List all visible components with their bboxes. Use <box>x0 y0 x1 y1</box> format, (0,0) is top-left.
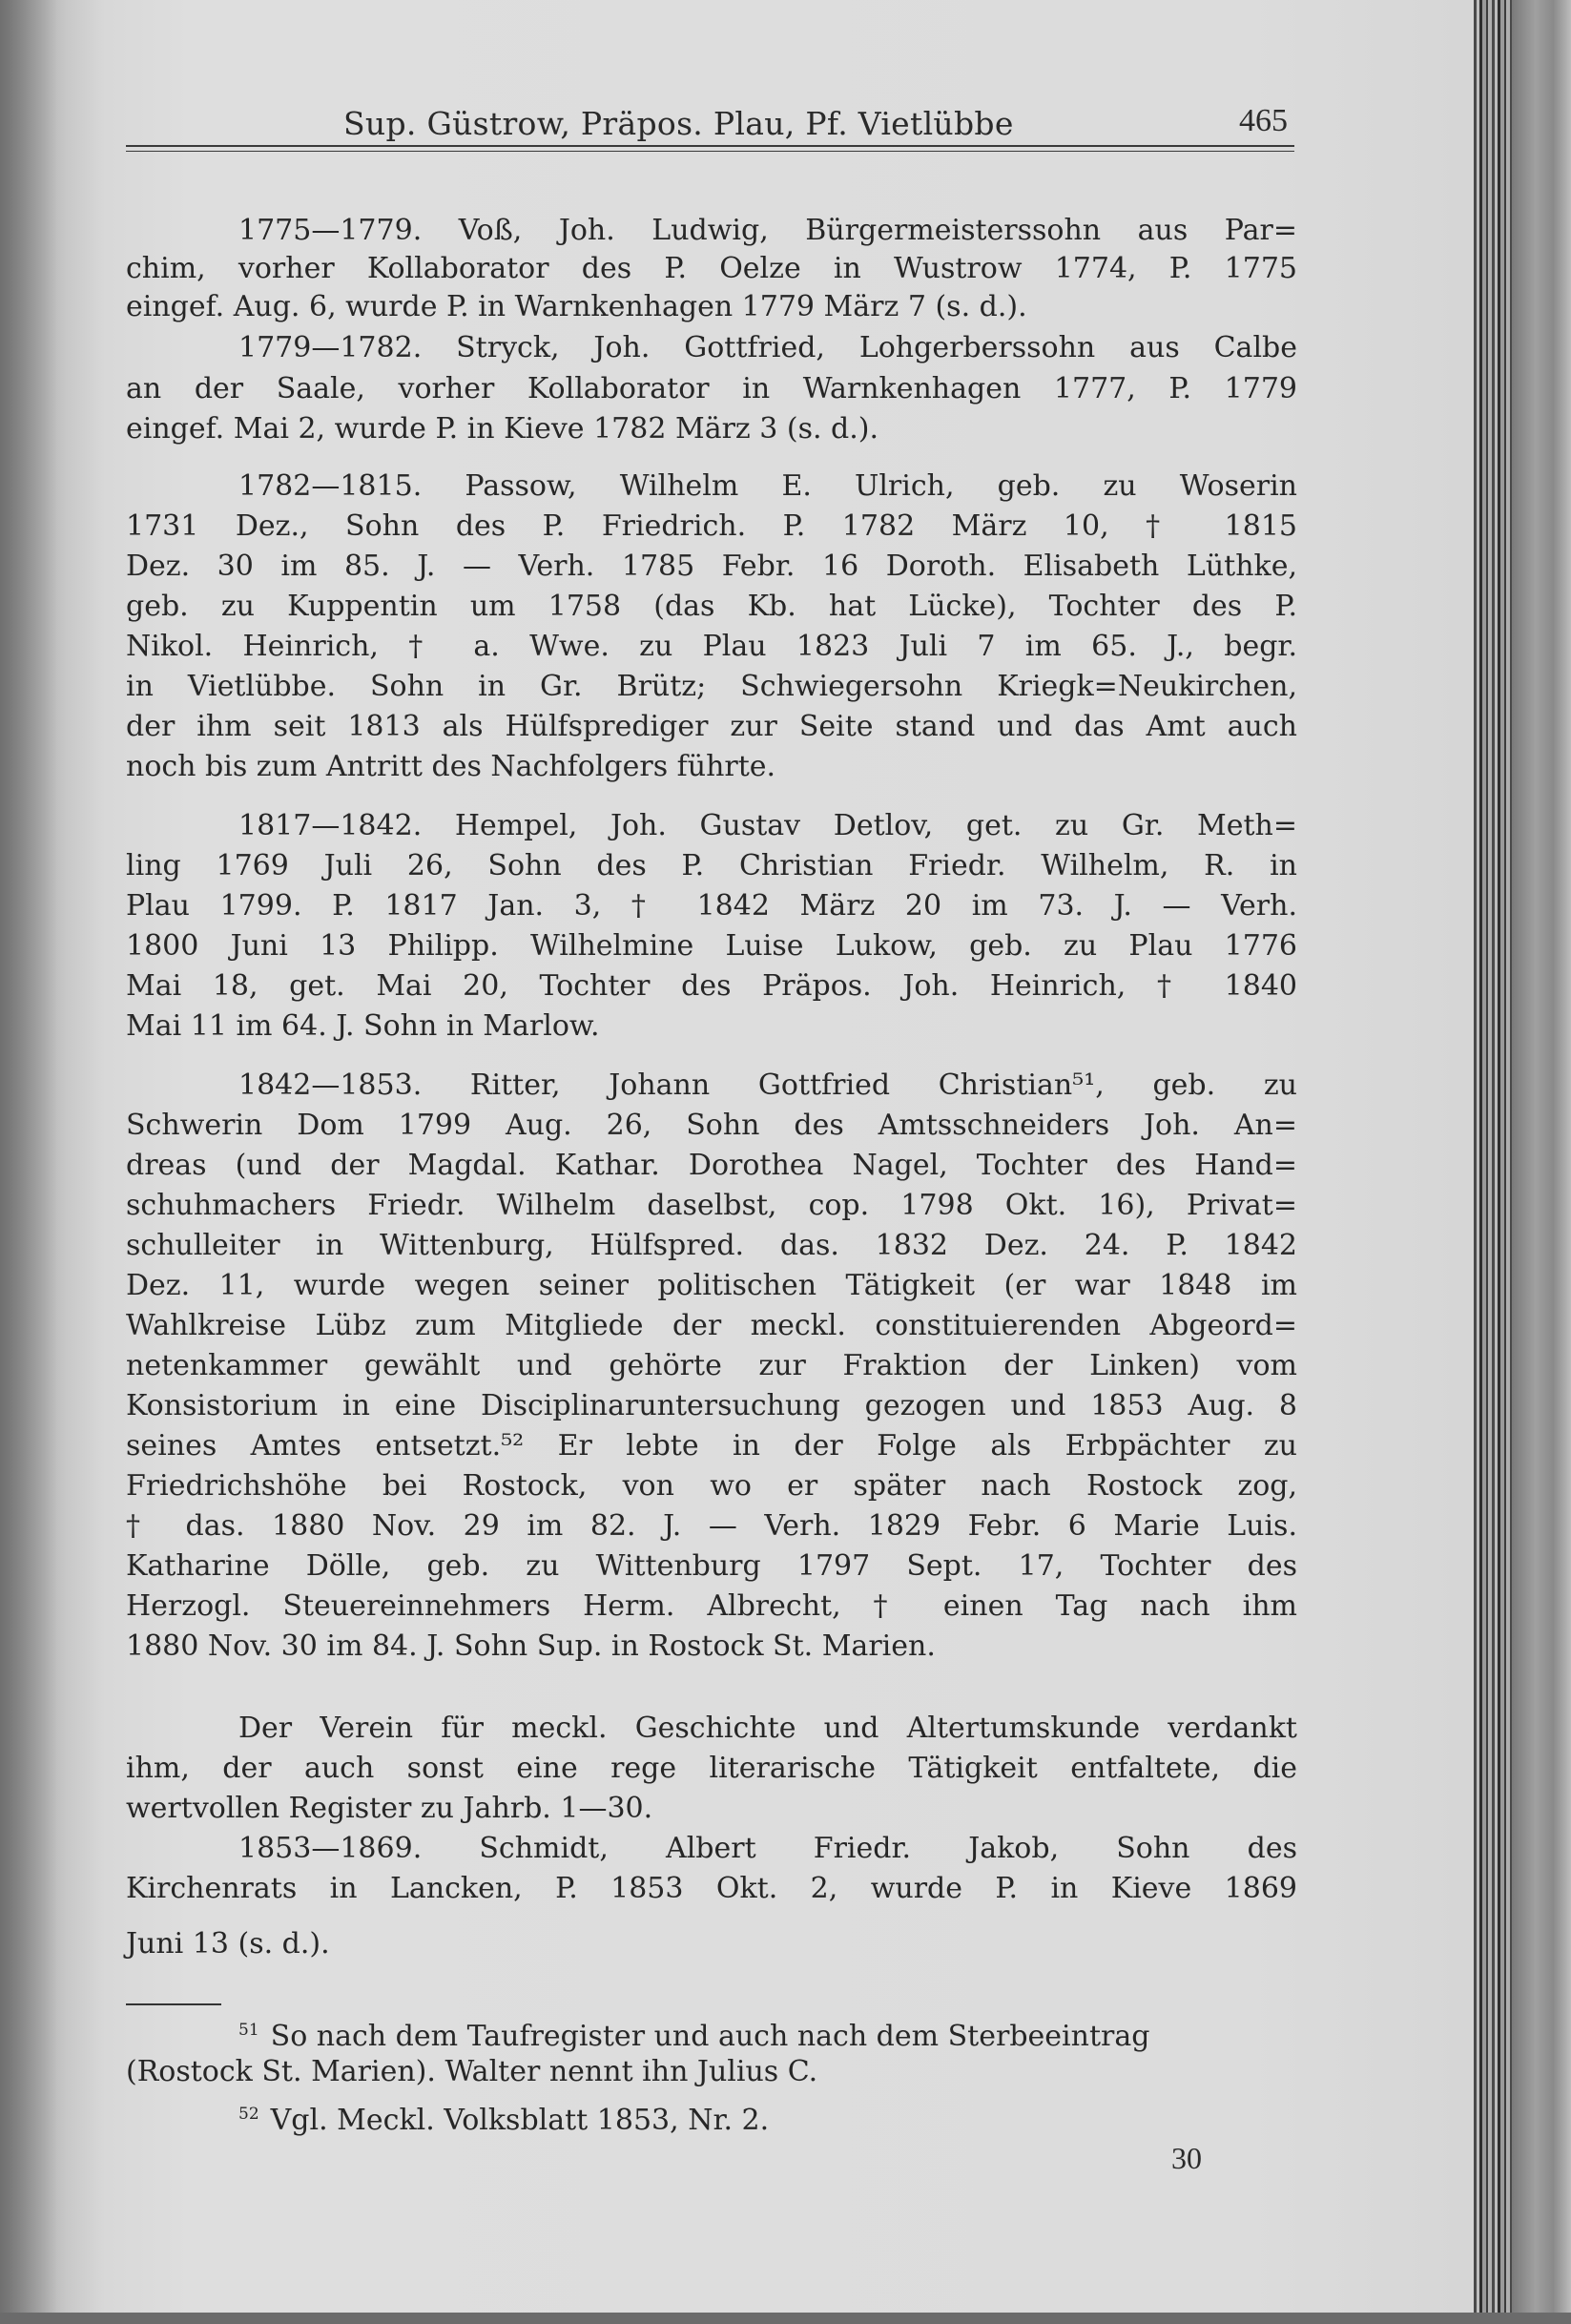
footnote-52 <box>238 2095 769 2140</box>
signature-mark: 30 <box>1171 2141 1202 2175</box>
entry-voss-line-1: 1775—1779. Voß, Joh. Ludwig, Bürgermeisterssohn aus Par= <box>238 214 1297 247</box>
gutter-shadow <box>0 0 57 2324</box>
entry-schmidt-line-2: Kirchenrats in Lancken, P. 1853 Okt. 2, wurde P. in Kieve 1869 <box>126 1872 1297 1905</box>
entry-ritter-line-15: 1880 Nov. 30 im 84. J. Sohn Sup. in Rostock St. Marien. <box>126 1629 936 1663</box>
running-title: Sup. Güstrow, Präpos. Plau, Pf. Vietlübbe <box>343 105 1014 142</box>
entry-hempel-line-1: 1817—1842. Hempel, Joh. Gustav Detlov, get. zu Gr. Meth= <box>238 809 1297 842</box>
footnote-51-line-1: So nach dem Taufregister und auch nach dem Sterbeeintrag <box>270 2020 1150 2053</box>
footnote-separator <box>126 2003 221 2005</box>
entry-stryck-line-1: 1779—1782. Stryck, Joh. Gottfried, Lohgerberssohn aus Calbe <box>238 331 1297 364</box>
entry-ritter-line-2: Schwerin Dom 1799 Aug. 26, Sohn des Amtsschneiders Joh. An= <box>126 1109 1297 1142</box>
footnote-52-number: 52 <box>238 2105 259 2124</box>
entry-ritter-line-3: dreas (und der Magdal. Kathar. Dorothea Nagel, Tochter des Hand= <box>126 1149 1297 1182</box>
entry-ritter-line-7: Wahlkreise Lübz zum Mitgliede der meckl. constituierenden Abgeord= <box>126 1309 1297 1342</box>
entry-ritter-line-1: 1842—1853. Ritter, Johann Gottfried Christian⁵¹, geb. zu <box>238 1069 1297 1102</box>
footnote-51-continued: (Rostock St. Marien). Walter nennt ihn Julius C. <box>126 2055 818 2088</box>
entry-schmidt-line-3: Juni 13 (s. d.). <box>126 1927 330 1961</box>
entry-schmidt-line-1: 1853—1869. Schmidt, Albert Friedr. Jakob, Sohn des <box>238 1832 1297 1865</box>
entry-ritter-line-13: Katharine Dölle, geb. zu Wittenburg 1797 Sept. 17, Tochter des <box>126 1549 1297 1583</box>
entry-hempel-line-6: Mai 11 im 64. J. Sohn in Marlow. <box>126 1009 600 1043</box>
entry-ritter-line-5: schulleiter in Wittenburg, Hülfspred. das. 1832 Dez. 24. P. 1842 <box>126 1229 1297 1262</box>
entry-passow-line-5: Nikol. Heinrich, † a. Wwe. zu Plau 1823 Juli 7 im 65. J., begr. <box>126 630 1297 663</box>
page-number: 465 <box>1239 103 1288 138</box>
entry-hempel-line-5: Mai 18, get. Mai 20, Tochter des Präpos. Joh. Heinrich, † 1840 <box>126 969 1297 1003</box>
footnote-51 <box>238 2011 1149 2056</box>
entry-voss-line-3: eingef. Aug. 6, wurde P. in Warnkenhagen 1779 März 7 (s. d.). <box>126 290 1027 323</box>
entry-voss-line-2: chim, vorher Kollaborator des P. Oelze in Wustrow 1774, P. 1775 <box>126 252 1297 285</box>
entry-passow-line-3: Dez. 30 im 85. J. — Verh. 1785 Febr. 16 Doroth. Elisabeth Lüthke, <box>126 550 1297 583</box>
entry-ritter-verein-line-1: Der Verein für meckl. Geschichte und Altertumskunde verdankt <box>238 1712 1297 1745</box>
entry-passow-line-8: noch bis zum Antritt des Nachfolgers führte. <box>126 750 776 783</box>
entry-ritter-line-8: netenkammer gewählt und gehörte zur Fraktion der Linken) vom <box>126 1349 1297 1382</box>
entry-ritter-line-14: Herzogl. Steuereinnehmers Herm. Albrecht, † einen Tag nach ihm <box>126 1589 1297 1623</box>
entry-hempel-line-3: Plau 1799. P. 1817 Jan. 3, † 1842 März 20 im 73. J. — Verh. <box>126 889 1297 923</box>
entry-ritter-line-6: Dez. 11, wurde wegen seiner politischen Tätigkeit (er war 1848 im <box>126 1269 1297 1302</box>
entry-passow-line-7: der ihm seit 1813 als Hülfsprediger zur Seite stand und das Amt auch <box>126 710 1297 743</box>
book-page-edges <box>1474 0 1571 2324</box>
header-rule-bottom <box>126 151 1294 152</box>
entry-passow-line-1: 1782—1815. Passow, Wilhelm E. Ulrich, geb. zu Woserin <box>238 469 1297 503</box>
entry-ritter-line-10: seines Amtes entsetzt.⁵² Er lebte in der Folge als Erbpächter zu <box>126 1429 1297 1463</box>
entry-stryck-line-2: an der Saale, vorher Kollaborator in Warnkenhagen 1777, P. 1779 <box>126 372 1297 405</box>
header-rule-top <box>126 145 1294 147</box>
entry-stryck-line-3: eingef. Mai 2, wurde P. in Kieve 1782 März 3 (s. d.). <box>126 412 879 446</box>
entry-hempel-line-2: ling 1769 Juli 26, Sohn des P. Christian Friedr. Wilhelm, R. in <box>126 849 1297 882</box>
entry-ritter-line-12: † das. 1880 Nov. 29 im 82. J. — Verh. 1829 Febr. 6 Marie Luis. <box>126 1509 1297 1543</box>
entry-passow-line-4: geb. zu Kuppentin um 1758 (das Kb. hat Lücke), Tochter des P. <box>126 590 1297 623</box>
entry-passow-line-6: in Vietlübbe. Sohn in Gr. Brütz; Schwiegersohn Kriegk=Neukirchen, <box>126 670 1297 703</box>
entry-ritter-verein-line-2: ihm, der auch sonst eine rege literarische Tätigkeit entfaltete, die <box>126 1752 1297 1785</box>
entry-ritter-line-11: Friedrichshöhe bei Rostock, von wo er später nach Rostock zog, <box>126 1469 1297 1503</box>
entry-ritter-line-9: Konsistorium in eine Disciplinaruntersuchung gezogen und 1853 Aug. 8 <box>126 1389 1297 1422</box>
entry-ritter-line-4: schuhmachers Friedr. Wilhelm daselbst, cop. 1798 Okt. 16), Privat= <box>126 1189 1297 1222</box>
footnote-51-number: 51 <box>238 2021 259 2040</box>
entry-ritter-verein-line-3: wertvollen Register zu Jahrb. 1—30. <box>126 1792 653 1825</box>
entry-hempel-line-4: 1800 Juni 13 Philipp. Wilhelmine Luise Lukow, geb. zu Plau 1776 <box>126 929 1297 963</box>
entry-passow-line-2: 1731 Dez., Sohn des P. Friedrich. P. 1782 März 10, † 1815 <box>126 509 1297 543</box>
footnote-52-line-1: Vgl. Meckl. Volksblatt 1853, Nr. 2. <box>270 2104 770 2137</box>
scan-bottom-edge <box>0 2313 1571 2324</box>
